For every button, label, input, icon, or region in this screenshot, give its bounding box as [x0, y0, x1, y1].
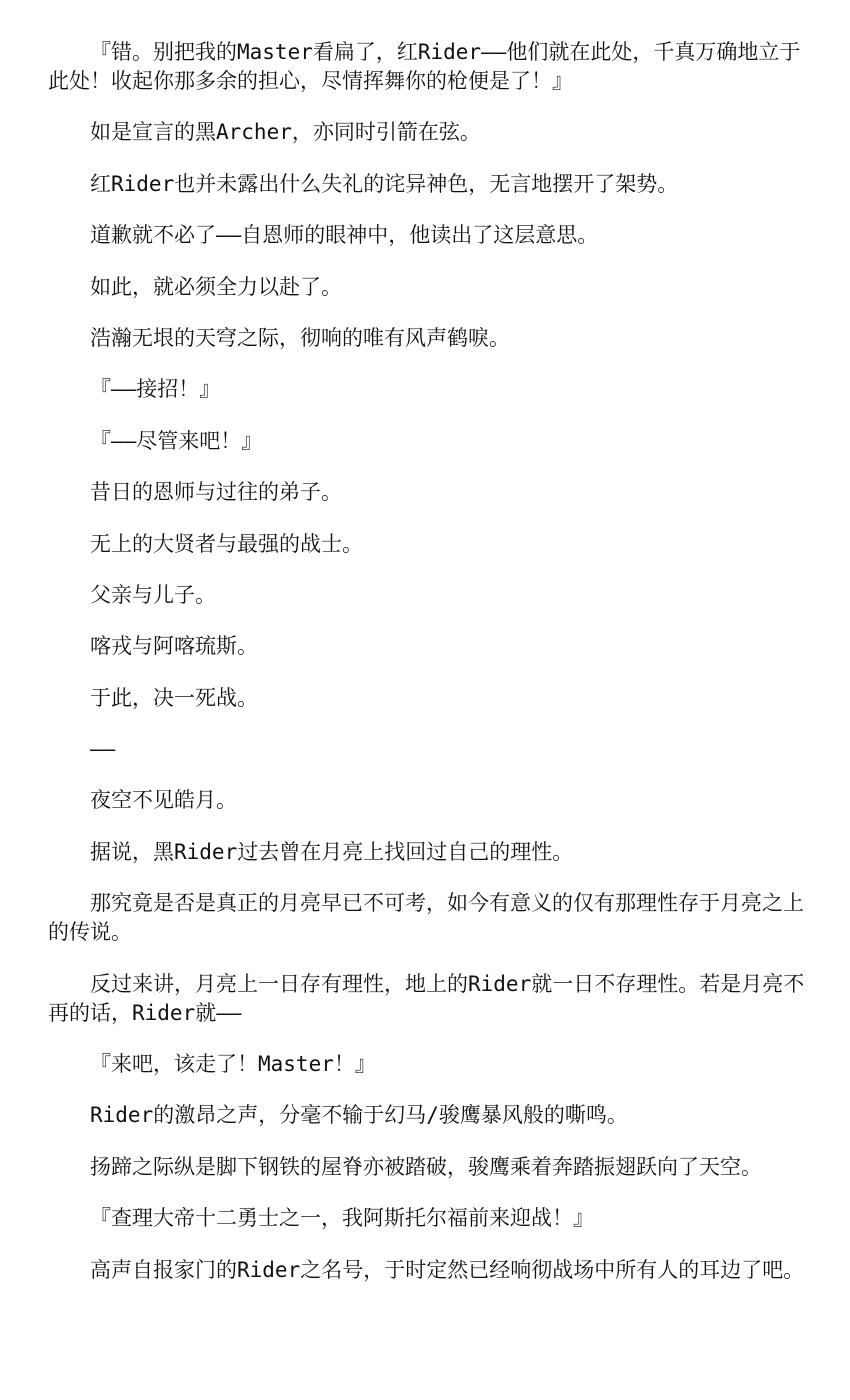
- paragraph: 喀戎与阿喀琉斯。: [90, 634, 258, 659]
- paragraph: 父亲与儿子。: [90, 582, 216, 607]
- paragraph: 反过来讲，月亮上一日存有理性，地上的Rider就一日不存理性。若是月亮不再的话，Rider就——: [48, 971, 805, 1025]
- paragraph: 如是宣言的黑Archer，亦同时引箭在弦。: [90, 120, 481, 145]
- paragraph: 『——接招！』: [90, 377, 221, 402]
- paragraph: Rider的激昂之声，分毫不输于幻马/骏鹰暴风般的嘶鸣。: [90, 1103, 628, 1128]
- paragraph: 高声自报家门的Rider之名号，于时定然已经响彻战场中所有人的耳边了吧。: [90, 1257, 805, 1282]
- section-break: ——: [90, 737, 116, 762]
- paragraph: 那究竟是否是真正的月亮早已不可考，如今有意义的仅有那理性存于月亮之上的传说。: [48, 891, 804, 945]
- paragraph: 如此，就必须全力以赴了。: [90, 274, 342, 299]
- paragraph: 昔日的恩师与过往的弟子。: [90, 480, 342, 505]
- paragraph: 无上的大贤者与最强的战士。: [90, 531, 363, 556]
- paragraph: 红Rider也并未露出什么失礼的诧异神色，无言地摆开了架势。: [90, 171, 679, 196]
- paragraph: 『——尽管来吧！』: [90, 428, 263, 453]
- document-body: [48, 38, 806, 1307]
- paragraph: 『来吧，该走了！Master！』: [90, 1052, 376, 1077]
- paragraph: 浩瀚无垠的天穹之际，彻响的唯有风声鹤唳。: [90, 325, 510, 350]
- paragraph: 『查理大帝十二勇士之一，我阿斯托尔福前来迎战！』: [90, 1206, 594, 1231]
- paragraph: 『错。别把我的Master看扁了，红Rider——他们就在此处，千真万确地立于此处！收起你那多余的担心，尽情挥舞你的枪便是了！』: [48, 40, 801, 93]
- paragraph: 夜空不见皓月。: [90, 788, 237, 813]
- paragraph: 据说，黑Rider过去曾在月亮上找回过自己的理性。: [90, 839, 574, 864]
- paragraph: 道歉就不必了——自恩师的眼神中，他读出了这层意思。: [90, 223, 599, 248]
- paragraph: 于此，决一死战。: [90, 685, 258, 710]
- paragraph: 扬蹄之际纵是脚下钢铁的屋脊亦被踏破，骏鹰乘着奔踏振翅跃向了天空。: [90, 1154, 762, 1179]
